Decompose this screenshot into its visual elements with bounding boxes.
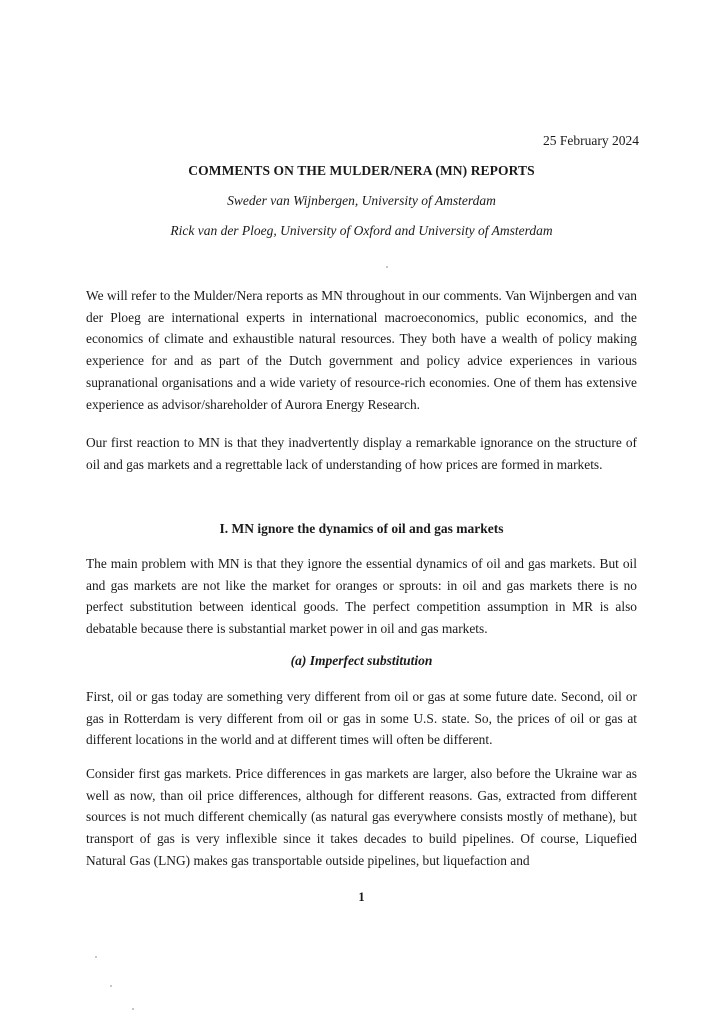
author-line-1: Sweder van Wijnbergen, University of Amsterdam: [227, 193, 496, 208]
document-title: COMMENTS ON THE MULDER/NERA (MN) REPORTS: [188, 163, 535, 178]
page-number: 1: [358, 890, 365, 904]
intro-paragraph-1: We will refer to the Mulder/Nera reports as MN throughout in our comments. Van Wijnbergen and van der Ploeg are international experts in international macroeconomics, public economics, and the economics of climate and exhaustible natural resources. They both have a wealth of policy making experience for and as part of the Dutch government and policy advice experiences in various supranational organisations and a wide variety of resource-rich economies. One of them has extensive experience as advisor/shareholder of Aurora Energy Research.: [86, 288, 637, 412]
document-date: 25 February 2024: [543, 133, 639, 148]
scan-speck: [132, 1008, 134, 1010]
intro-paragraph-2: Our first reaction to MN is that they inadvertently display a remarkable ignorance on the structure of oil and gas markets and a regrettable lack of understanding of how prices are formed in markets.: [86, 435, 637, 472]
scan-speck: [95, 956, 97, 958]
sub-paragraph-2: Consider first gas markets. Price differences in gas markets are larger, also before the Ukraine war as well as now, than oil price differences, although for different reasons. Gas, extracted from different sources is not much different chemically (as natural gas everywhere consists mostly of methane), but transport of gas is very inflexible since it takes decades to build pipelines. Of course, Liquefied Natural Gas (LNG) makes gas transportable outside pipelines, but liquefaction and: [86, 766, 637, 868]
sub-paragraph-1: First, oil or gas today are something very different from oil or gas at some future date. Second, oil or gas in Rotterdam is very different from oil or gas in some U.S. state. So, the prices of oil or gas at different locations in the world and at different times will often be different.: [86, 689, 637, 748]
scan-speck: [110, 985, 112, 987]
section-paragraph-1: The main problem with MN is that they ignore the essential dynamics of oil and gas markets. But oil and gas markets are not like the market for oranges or sprouts: in oil and gas markets there is no perfect substitution between identical goods. The perfect competition assumption in MR is also debatable because there is substantial market power in oil and gas markets.: [86, 556, 637, 637]
section-heading: I. MN ignore the dynamics of oil and gas markets: [219, 521, 504, 536]
scan-speck: [386, 266, 388, 268]
sub-heading: (a) Imperfect substitution: [290, 653, 433, 668]
author-line-2: Rick van der Ploeg, University of Oxford and University of Amsterdam: [170, 223, 553, 238]
